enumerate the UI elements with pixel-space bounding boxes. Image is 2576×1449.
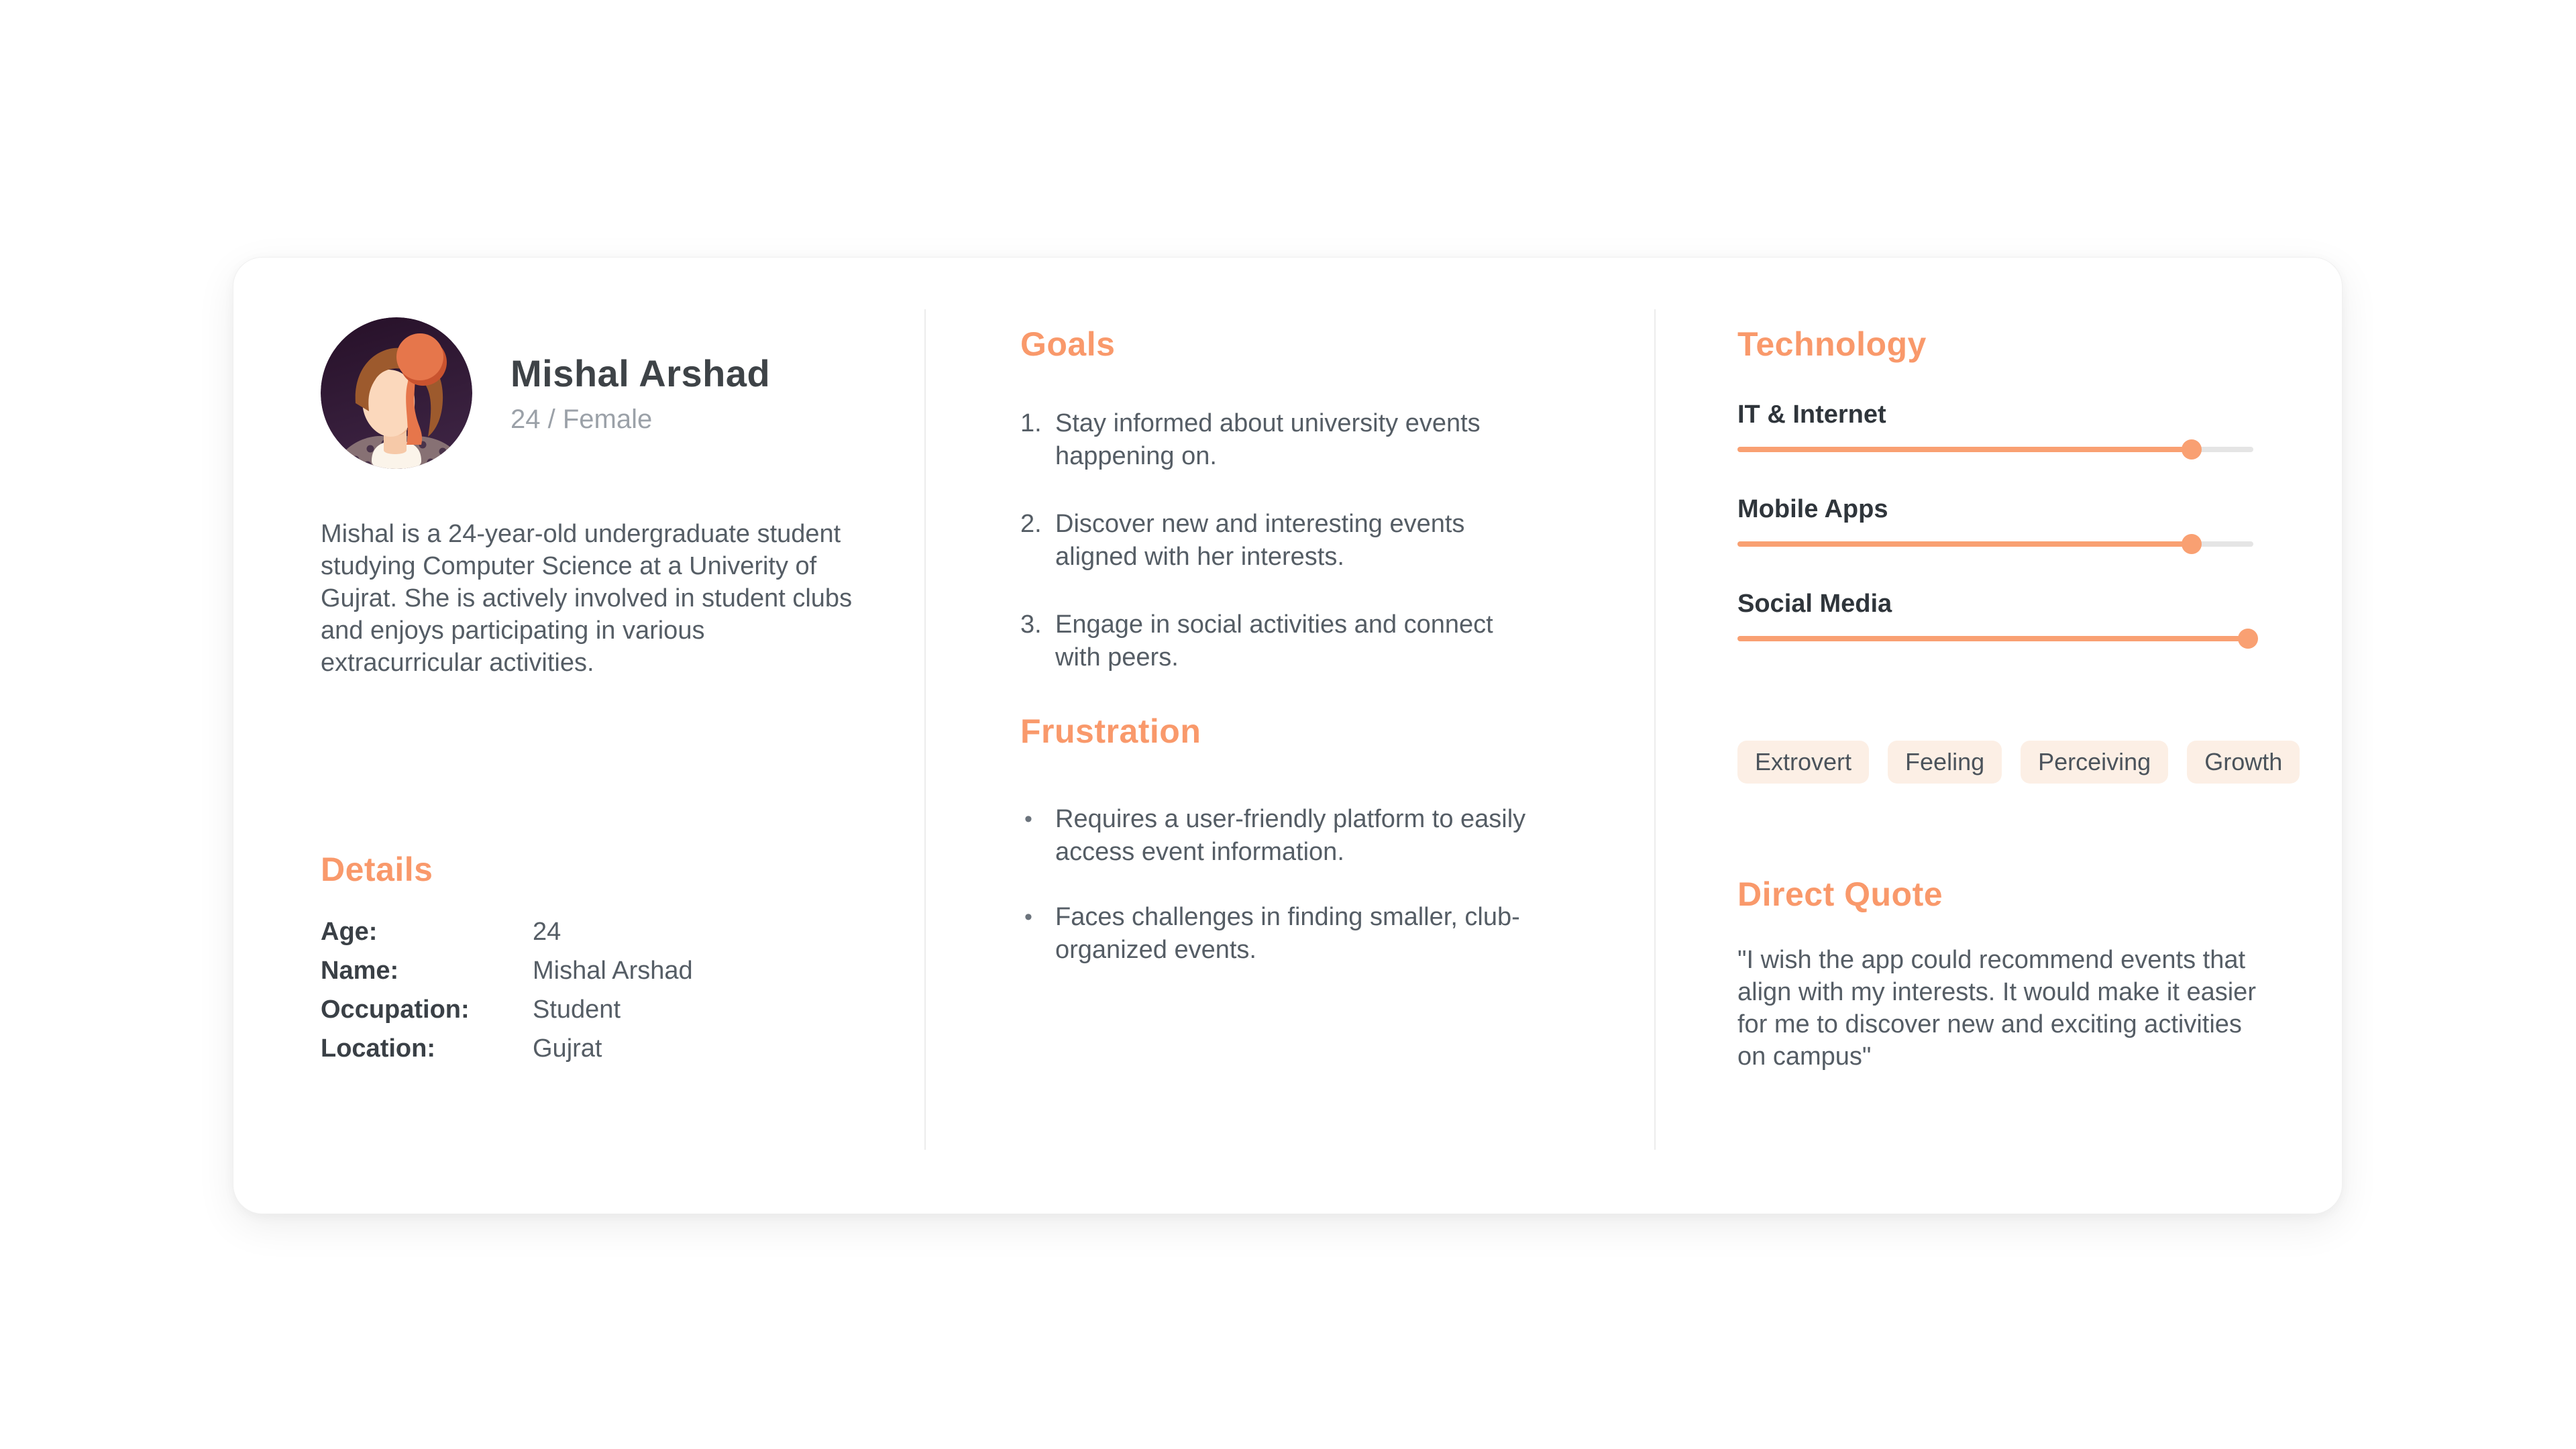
technology-heading: Technology bbox=[1737, 325, 1927, 363]
column-profile bbox=[233, 258, 924, 1214]
avatar-illustration bbox=[321, 317, 472, 469]
column-goals bbox=[924, 258, 1654, 1214]
goal-number: 3. bbox=[1020, 610, 1042, 639]
frustration-text: Faces challenges in finding smaller, club-organized events. bbox=[1055, 903, 1520, 964]
detail-row bbox=[321, 951, 924, 990]
detail-row bbox=[321, 990, 924, 1029]
slider-track[interactable] bbox=[1737, 447, 2253, 452]
slider-thumb[interactable] bbox=[2182, 534, 2202, 554]
slider-fill bbox=[1737, 447, 2192, 452]
slider-group-social-media bbox=[1737, 590, 2253, 641]
slider-group-it-internet bbox=[1737, 400, 2253, 452]
detail-row bbox=[321, 1029, 924, 1068]
frustration-text: Requires a user-friendly platform to easily access event information. bbox=[1055, 805, 1526, 866]
slider-thumb[interactable] bbox=[2238, 629, 2258, 649]
detail-value: Gujrat bbox=[533, 1034, 602, 1063]
personality-tags bbox=[1737, 741, 2283, 784]
profile-bio: Mishal is a 24-year-old undergraduate student studying Computer Science at a Univerity of Gujrat. She is actively involved in student clubs and enjoys participating in various extracurricular activities. bbox=[321, 520, 853, 677]
goal-item bbox=[1020, 508, 1574, 574]
bullet-dot: • bbox=[1024, 806, 1032, 832]
detail-label: Name: bbox=[321, 957, 399, 985]
technology-sliders bbox=[1737, 400, 2253, 641]
detail-label: Occupation: bbox=[321, 996, 470, 1024]
goal-number: 2. bbox=[1020, 510, 1042, 538]
detail-value: Mishal Arshad bbox=[533, 957, 693, 985]
goal-text: Engage in social activities and connect with peers. bbox=[1055, 610, 1493, 672]
details-table bbox=[321, 912, 924, 1068]
avatar bbox=[321, 317, 472, 469]
goal-number: 1. bbox=[1020, 409, 1042, 437]
slider-fill bbox=[1737, 541, 2192, 547]
goal-item bbox=[1020, 407, 1574, 473]
bullet-dot: • bbox=[1024, 904, 1032, 930]
tag-pill: Extrovert bbox=[1737, 741, 1869, 784]
detail-row bbox=[321, 912, 924, 951]
tag-pill: Growth bbox=[2187, 741, 2300, 784]
name-block bbox=[511, 352, 770, 435]
profile-age-gender: 24 / Female bbox=[511, 405, 653, 434]
slider-track[interactable] bbox=[1737, 636, 2253, 641]
tag-pill: Feeling bbox=[1888, 741, 2002, 784]
goals-heading: Goals bbox=[1020, 325, 1116, 363]
quote-text: "I wish the app could recommend events that align with my interests. It would make it easier for me to discover new and exciting activities on campus" bbox=[1737, 946, 2256, 1071]
goal-text: Discover new and interesting events aligned with her interests. bbox=[1055, 510, 1465, 571]
detail-label: Location: bbox=[321, 1034, 435, 1063]
frustration-list bbox=[1020, 803, 1574, 967]
slider-label: Social Media bbox=[1737, 590, 1892, 618]
frustration-item bbox=[1020, 803, 1574, 869]
frustration-item bbox=[1020, 901, 1574, 967]
persona-card bbox=[233, 257, 2343, 1214]
quote-heading: Direct Quote bbox=[1737, 875, 1943, 913]
frustration-heading: Frustration bbox=[1020, 712, 1201, 750]
column-technology bbox=[1654, 258, 2343, 1214]
tag-pill: Perceiving bbox=[2021, 741, 2168, 784]
goals-list bbox=[1020, 407, 1574, 674]
details-heading: Details bbox=[321, 851, 433, 888]
profile-header bbox=[321, 317, 924, 469]
slider-group-mobile-apps bbox=[1737, 495, 2253, 547]
goal-item bbox=[1020, 608, 1574, 674]
slider-fill bbox=[1737, 636, 2248, 641]
slider-thumb[interactable] bbox=[2182, 439, 2202, 460]
profile-name: Mishal Arshad bbox=[511, 352, 771, 394]
detail-label: Age: bbox=[321, 918, 378, 946]
slider-label: IT & Internet bbox=[1737, 400, 1886, 429]
detail-value: 24 bbox=[533, 918, 561, 946]
slider-track[interactable] bbox=[1737, 541, 2253, 547]
goal-text: Stay informed about university events happening on. bbox=[1055, 409, 1481, 470]
slider-label: Mobile Apps bbox=[1737, 495, 1888, 523]
detail-value: Student bbox=[533, 996, 621, 1024]
